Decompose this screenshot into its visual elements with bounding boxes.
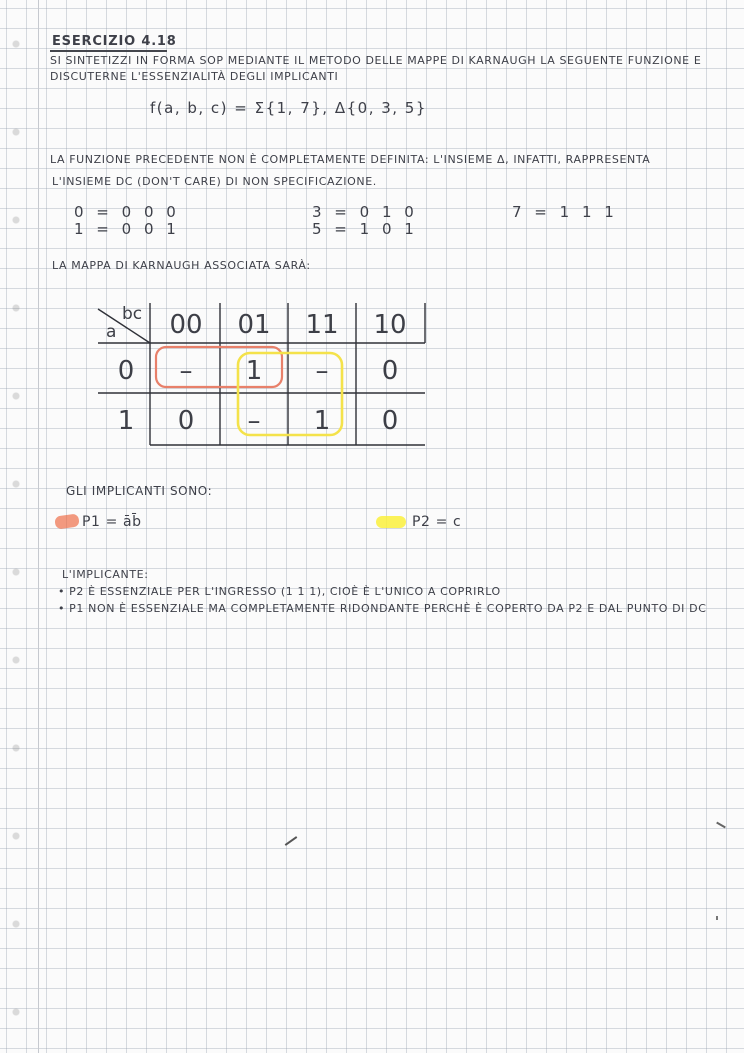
kmap-col-header: 10 xyxy=(373,310,407,340)
kmap-cell: – xyxy=(315,356,329,386)
intro-line-2: DISCUTERNE L'ESSENZIALITÀ DEGLI IMPLICANTI xyxy=(50,70,339,83)
kmap-cell: – xyxy=(247,406,261,436)
explanation-line-2: L'INSIEME DC (DON'T CARE) DI NON SPECIFICAZIONE. xyxy=(52,175,377,188)
karnaugh-map xyxy=(98,303,438,453)
p1-color-swatch xyxy=(54,513,80,529)
p2-color-swatch xyxy=(376,516,406,528)
minterm-1: 1 = 0 0 1 xyxy=(74,220,180,238)
kmap-col-header: 11 xyxy=(305,310,339,340)
map-intro: LA MAPPA DI KARNAUGH ASSOCIATA SARÀ: xyxy=(52,259,311,272)
kmap-row-header: 0 xyxy=(117,356,135,386)
pen-mark xyxy=(716,916,718,920)
kmap-row-var: a xyxy=(106,322,117,342)
implicant-p1: P1 = āb̄ xyxy=(82,514,142,530)
kmap-cell: 0 xyxy=(381,406,399,436)
minterm-3: 3 = 0 1 0 xyxy=(312,203,418,221)
minterm-7: 7 = 1 1 1 xyxy=(512,203,618,221)
implicants-heading: GLI IMPLICANTI SONO: xyxy=(66,484,213,498)
exercise-title: ESERCIZIO 4.18 xyxy=(52,34,177,49)
kmap-cell: 0 xyxy=(177,406,195,436)
analysis-point-1: • P2 È ESSENZIALE PER L'INGRESSO (1 1 1), CIOÈ È L'UNICO A COPRIRLO xyxy=(58,585,501,598)
function-expression: f(a, b, c) = Σ{1, 7}, Δ{0, 3, 5} xyxy=(150,99,427,117)
analysis-point-2: • P1 NON È ESSENZIALE MA COMPLETAMENTE RIDONDANTE PERCHÈ È COPERTO DA P2 E DAL PUNTO DI DC xyxy=(58,602,707,615)
kmap-col-header: 00 xyxy=(169,310,203,340)
explanation-line-1: LA FUNZIONE PRECEDENTE NON È COMPLETAMENTE DEFINITA: L'INSIEME Δ, INFATTI, RAPPRESENTA xyxy=(50,153,651,166)
implicant-p2: P2 = c xyxy=(412,514,462,530)
minterm-0: 0 = 0 0 0 xyxy=(74,203,180,221)
kmap-cell: – xyxy=(179,356,193,386)
analysis-heading: L'IMPLICANTE: xyxy=(62,568,149,581)
binder-holes xyxy=(10,0,22,1053)
margin-line xyxy=(38,0,39,1053)
kmap-col-header: 01 xyxy=(237,310,271,340)
kmap-cell: 1 xyxy=(245,356,263,386)
kmap-row-header: 1 xyxy=(117,406,135,436)
kmap-col-var: bc xyxy=(122,304,143,324)
title-underline xyxy=(50,50,167,52)
pen-mark xyxy=(285,836,298,846)
intro-line-1: SI SINTETIZZI IN FORMA SOP MEDIANTE IL METODO DELLE MAPPE DI KARNAUGH LA SEGUENTE FUNZIONE E xyxy=(50,54,702,67)
kmap-cell: 1 xyxy=(313,406,331,436)
minterm-5: 5 = 1 0 1 xyxy=(312,220,418,238)
kmap-cell: 0 xyxy=(381,356,399,386)
pen-mark xyxy=(716,822,726,829)
